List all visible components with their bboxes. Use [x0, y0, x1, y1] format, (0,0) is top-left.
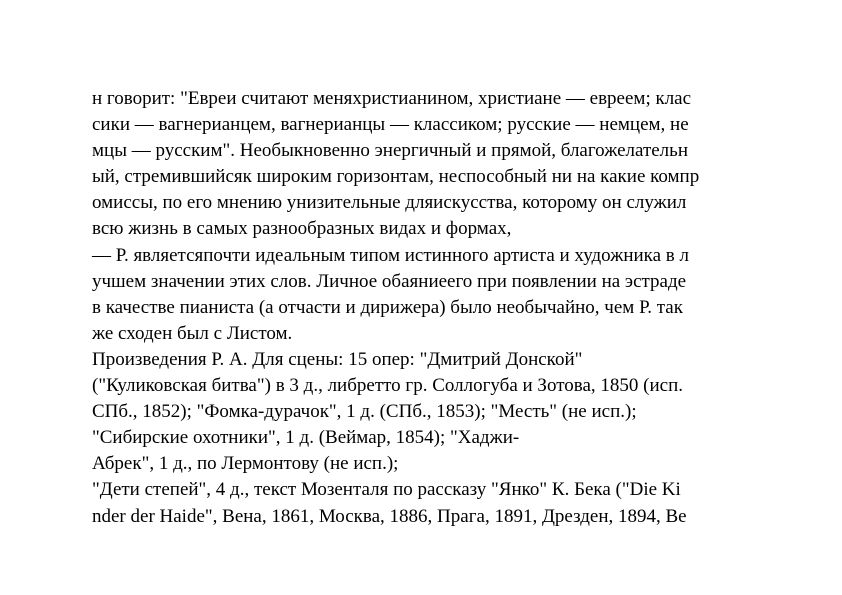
text-line-12: ("Куликовская битва") в 3 д., либретто гр. Соллогуба и Зотова, 1850 (исп.: [92, 375, 683, 397]
text-line-7: — Р. являетсяпочти идеальным типом истинного артиста и художника в л: [92, 244, 689, 266]
text-line-15: Абрек", 1 д., по Лермонтову (не исп.);: [92, 453, 399, 475]
text-line-3: мцы — русским". Необыкновенно энергичный и прямой, благожелательн: [92, 140, 688, 162]
text-line-9: в качестве пианиста (а отчасти и дирижера) было необычайно, чем Р. так: [92, 296, 683, 318]
text-line-4: ый, стремившийсяк широким горизонтам, неспособный ни на какие компр: [92, 166, 700, 188]
text-line-13: СПб., 1852); "Фомка-дурачок", 1 д. (СПб., 1853); "Месть" (не исп.);: [92, 401, 637, 423]
text-line-14: "Сибирские охотники", 1 д. (Веймар, 1854); "Хаджи-: [92, 427, 520, 449]
document-text-block: [92, 86, 792, 530]
text-line-17: nder der Haide", Вена, 1861, Москва, 1886, Прага, 1891, Дрезден, 1894, Ве: [92, 505, 687, 527]
text-line-1: н говорит: "Евреи считают меняхристианином, христиане — евреем; клас: [92, 88, 692, 109]
text-line-5: омиссы, по его мнению унизительные дляискусства, которому он служил: [92, 192, 687, 214]
text-line-11: Произведения Р. А. Для сцены: 15 опер: "Дмитрий Донской": [92, 348, 583, 370]
text-line-8: учшем значении этих слов. Личное обаяниеего при появлении на эстраде: [92, 270, 687, 292]
text-line-6: всю жизнь в самых разнообразных видах и формах,: [92, 218, 512, 240]
text-line-2: сики — вагнерианцем, вагнерианцы — классиком; русские — немцем, не: [92, 114, 689, 136]
text-line-16: "Дети степей", 4 д., текст Мозенталя по рассказу "Янко" К. Бека ("Die Ki: [92, 479, 681, 501]
text-line-10: же сходен был с Листом.: [92, 322, 293, 344]
